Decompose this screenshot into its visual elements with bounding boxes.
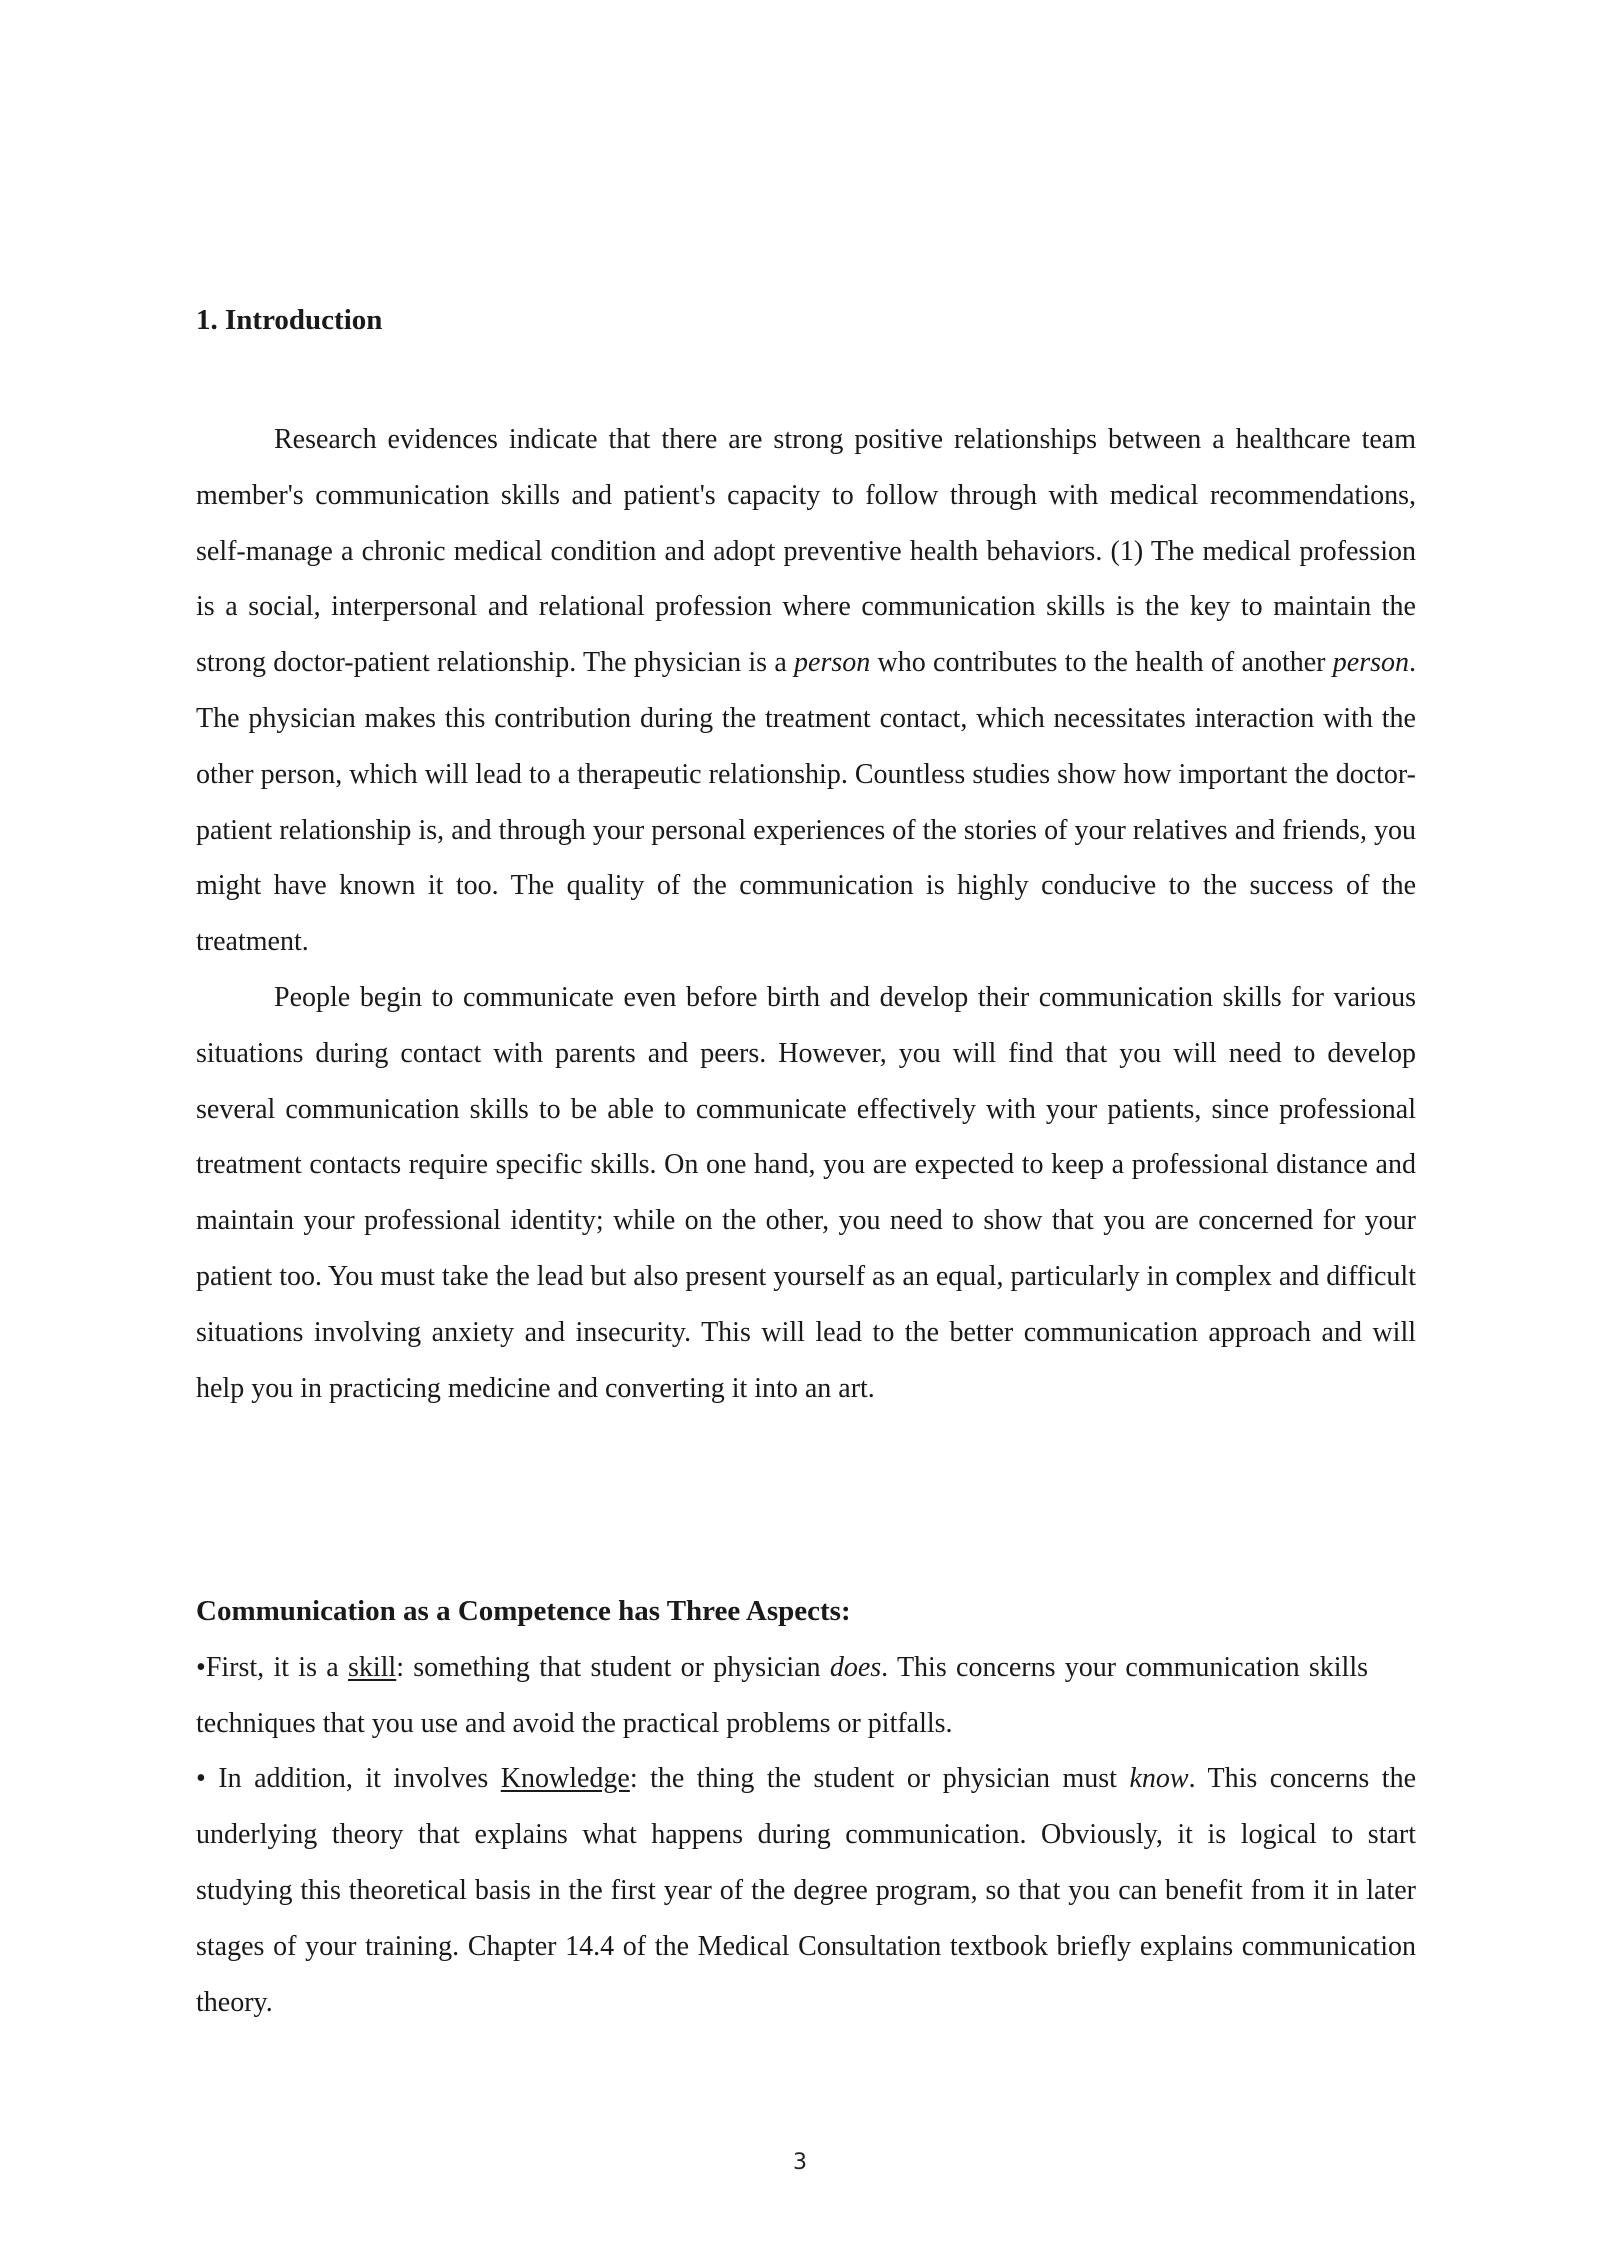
aspects-heading: Communication as a Competence has Three Aspects: [196,1595,851,1627]
bullet-text: First, it is a [205,1651,348,1683]
page-number: 3 [793,2150,807,2175]
bullet-marker: • [196,1763,206,1795]
bullet-text: In addition, it involves [205,1763,501,1795]
emphasis-person: person [794,647,871,679]
bullet-knowledge [196,1751,1416,2030]
paragraph-text: who contributes to the health of another [870,647,1333,679]
bullet-skill [196,1640,1416,1752]
emphasis-know: know [1129,1763,1189,1795]
document-page [196,0,1416,2264]
bullet-marker: • [196,1651,206,1683]
bullet-text: . This concerns your communication skills techniques that you use and avoid the practical problems or pitfalls. [196,1651,1368,1739]
paragraph-research-evidence [196,412,1416,970]
paragraph-text: . The physician makes this contribution during the treatment contact, which necessitates interaction with the other person, which will lead to a therapeutic relationship. Countless studies show how important the doctor-patient relationship is, and through your personal experiences of the stories of your relatives and friends, you might have known it too. The quality of the communication is highly conducive to the success of the treatment. [196,647,1416,958]
bullet-text: : something that student or physician [396,1651,830,1683]
emphasis-does: does [829,1651,882,1683]
emphasis-person: person [1332,647,1409,679]
section-heading: 1. Introduction [196,304,383,336]
paragraph-communication-development: People begin to communicate even before birth and develop their communication skills for various situations during contact with parents and peers. However, you will find that you will need to develop several communication skills to be able to communicate effectively with your patients, since professional treatment contacts require specific skills. On one hand, you are expected to keep a professional distance and maintain your professional identity; while on the other, you need to show that you are concerned for your patient too. You must take the lead but also present yourself as an equal, particularly in complex and difficult situations involving anxiety and insecurity. This will lead to the better communication approach and will help you in practicing medicine and converting it into an art. [196,981,1416,1404]
paragraph-text: Research evidences indicate that there are strong positive relationships between a healthcare team member's communication skills and patient's capacity to follow through with medical recommendations, self-manage a chronic medical condition and adopt preventive health behaviors. (1) The medical profession is a social, interpersonal and relational profession where communication skills is the key to maintain the strong doctor-patient relationship. The physician is a [196,424,1416,679]
aspects-section [196,1584,1416,2030]
term-knowledge: Knowledge [500,1763,630,1795]
bullet-text: . This concerns the underlying theory that explains what happens during communication. Obviously, it is logical to start studying this theoretical basis in the first year of the degree program, so that you can benefit from it in later stages of your training. Chapter 14.4 of the Medical Consultation textbook briefly explains communication theory. [196,1763,1416,2018]
introduction-body [196,412,1416,1416]
bullet-text: : the thing the student or physician must [629,1763,1130,1795]
term-skill: skill [347,1651,397,1683]
